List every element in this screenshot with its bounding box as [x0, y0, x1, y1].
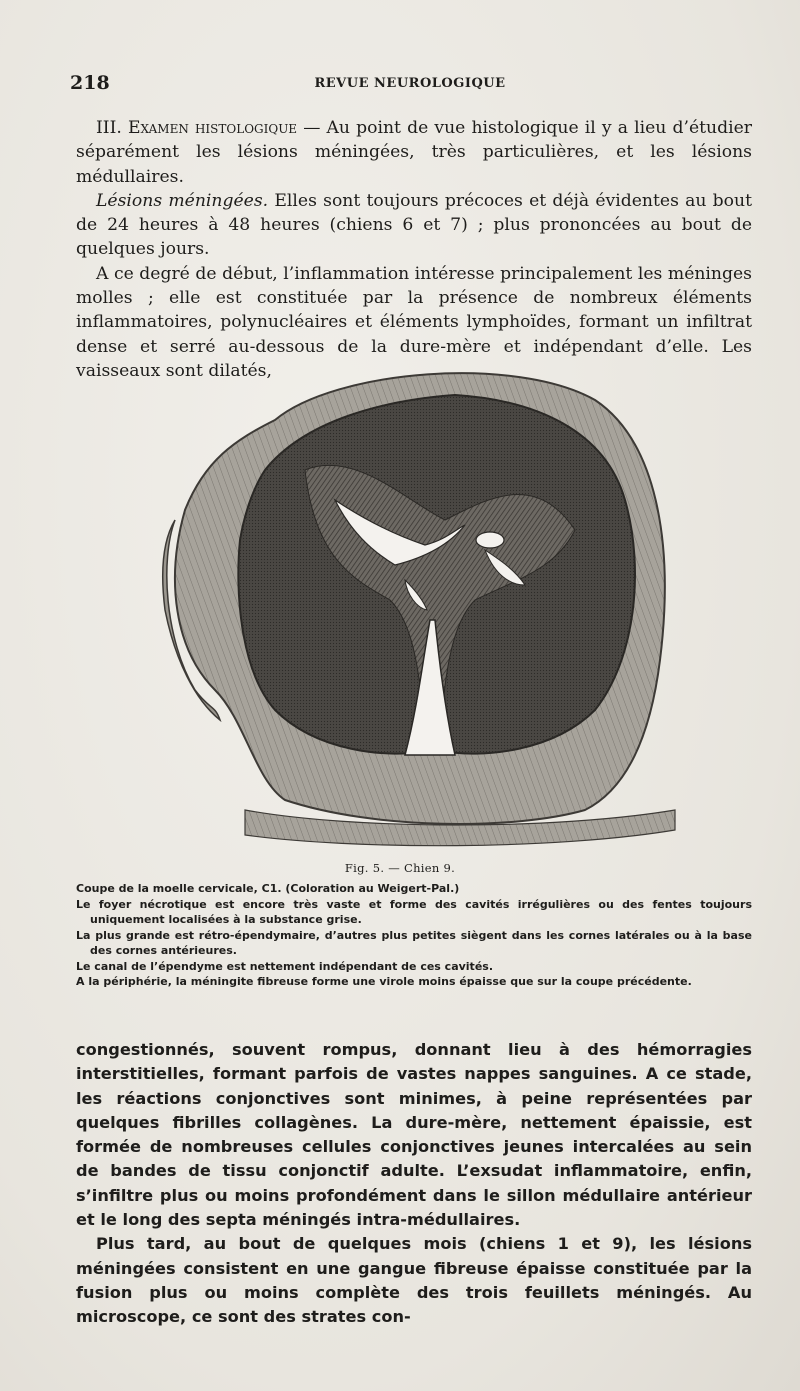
- paragraph-plus-tard: Plus tard, au bout de quelques mois (chiens 1 et 9), les lésions méningées consistent en une gangue fibreuse épaisse constituée par la fusion plus ou moins complète des trois feuillets méningés. Au microscope, ce sont des strates con-: [76, 1234, 752, 1327]
- paragraph-lesions: [76, 189, 752, 262]
- page-header: [70, 72, 750, 96]
- paragraph-examen: [76, 116, 752, 189]
- figure-label: Fig. 5. — Chien 9.: [344, 861, 456, 875]
- section-heading: III. Examen histologique: [96, 118, 298, 138]
- paragraph-congestionnes: congestionnés, souvent rompus, donnant lieu à des hémorragies interstitielles, formant parfois de vastes nappes sanguines. A ce stade, les réactions conjonctives sont minimes, à peine représentées par quelques fibrilles collagènes. La dure-mère, nettement épaissie, est formée de nombreuses cellules conjonctives jeunes intercalées au sein de bandes de tissu conjonctif adulte. L’exsudat inflammatoire, enfin, s’infiltre plus ou moins profondément dans le sillon médullaire antérieur et le long des septa méningés intra-médullaires.: [76, 1040, 752, 1230]
- running-head: REVUE NEUROLOGIQUE: [314, 76, 506, 91]
- caption-line: La plus grande est rétro-épendymaire, d’autres plus petites siègent dans les cornes latérales ou à la base des cornes antérieures.: [76, 928, 752, 957]
- paragraph-text: — Au point de vue histologique il y a lieu d’étudier séparément les lésions méningées, très particulières, et les lésions médullaires.: [76, 118, 752, 187]
- figure-caption: [76, 881, 752, 990]
- bottom-text-block: [76, 1038, 752, 1330]
- top-text-block: [76, 116, 752, 383]
- page-number: 218: [70, 72, 110, 94]
- paragraph-debut: A ce degré de début, l’inflammation intéresse principalement les méninges molles ; elle est constituée par la présence de nombreux éléments inflammatoires, polynucléaires et éléments lymphoïdes, formant un infiltrat dense et serré au-dessous de la dure-mère et indépendant d’elle. Les vaisseaux sont dilatés,: [76, 263, 752, 381]
- caption-line: A la périphérie, la méningite fibreuse forme une virole moins épaisse que sur la coupe précédente.: [76, 975, 692, 988]
- spinal-cord-section-illustration: [155, 360, 685, 860]
- ependymal-canal: [476, 532, 504, 548]
- paragraph-text: Elles sont toujours précoces et déjà évidentes au bout de 24 heures à 48 heures (chiens 6 et 7) ; plus prononcées au bout de quelques jours.: [76, 190, 752, 260]
- caption-line: Le canal de l’épendyme est nettement indépendant de ces cavités.: [76, 959, 494, 973]
- caption-line: Le foyer nécrotique est encore très vaste et forme des cavités irrégulières ou des fentes toujours uniquement localisées à la substance grise.: [76, 897, 752, 926]
- caption-line: Coupe de la moelle cervicale, C1. (Coloration au Weigert-Pal.): [76, 882, 460, 895]
- subsection-heading: Lésions méningées.: [96, 190, 269, 211]
